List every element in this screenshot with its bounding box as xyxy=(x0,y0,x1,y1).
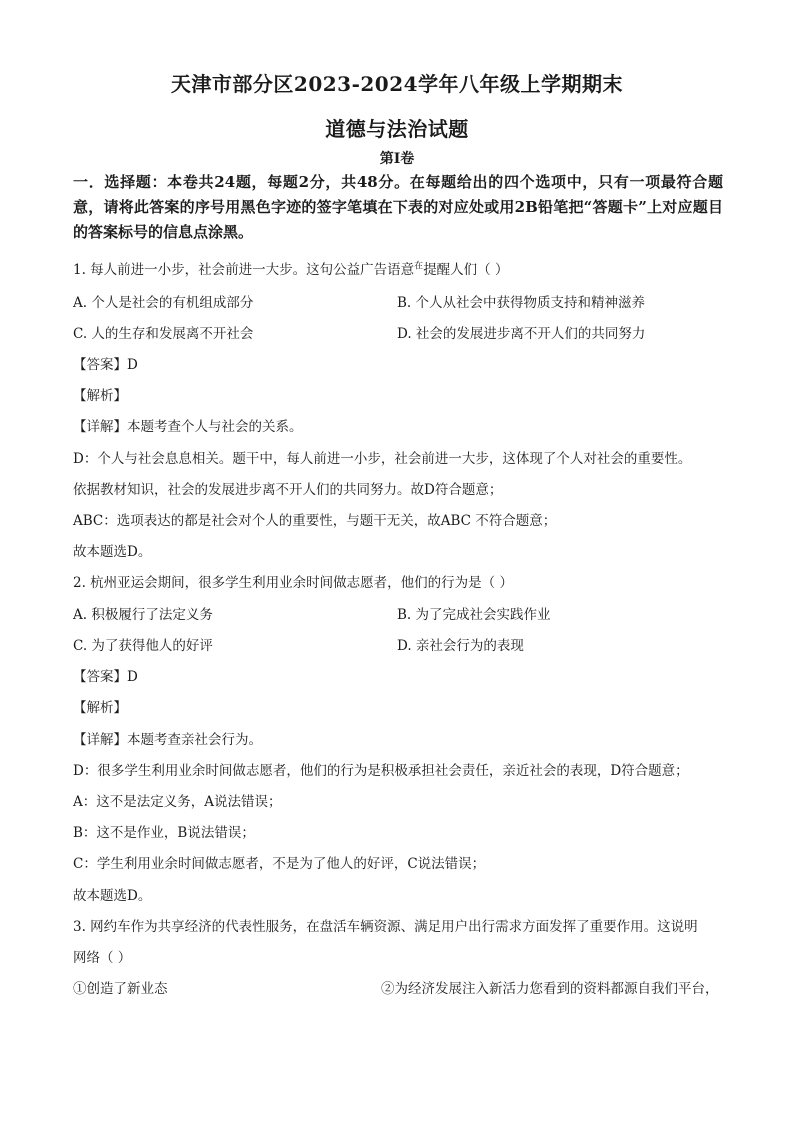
question-2-answer: 【答案】D xyxy=(73,669,138,685)
question-1-option-c: C. 人的生存和发展离不开社会 xyxy=(73,326,254,342)
question-1-explanation-2: 依据教材知识，社会的发展进步离不开人们的共同努力。故D符合题意； xyxy=(73,482,503,498)
question-2-detail: 【详解】本题考查亲社会行为。 xyxy=(73,732,262,748)
question-2-explanation-2: A：这不是法定义务，A说法错误； xyxy=(73,794,282,810)
question-1-conclusion: 故本题选D。 xyxy=(73,544,152,560)
question-1-option-d: D. 社会的发展进步离不开人们的共同努力 xyxy=(397,326,646,342)
question-2-explanation-3: B：这不是作业，B说法错误； xyxy=(73,825,255,841)
question-1-stem-end: 提醒人们（ ） xyxy=(423,262,509,278)
question-2-option-b: B. 为了完成社会实践作业 xyxy=(397,607,551,623)
question-1-option-a: A. 个人是社会的有机组成部分 xyxy=(73,295,254,311)
section-instructions: 一．选择题：本卷共24题，每题2分，共48分。在每题给出的四个选项中，只有一项最符合题意，请将此答案的序号用黑色字迹的签字笔填在下表的对应处或用2B铅笔把“答题卡”上对应题目的答案标号的信息点涂黑。 xyxy=(73,173,723,241)
question-2-explanation-1: D：很多学生利用业余时间做志愿者，他们的行为是积极承担社会责任，亲近社会的表现，D符合题意； xyxy=(73,763,689,779)
question-1-answer: 【答案】D xyxy=(73,357,138,373)
question-1-stem-text: 1. 每人前进一小步，社会前进一大步。这句公益广告语意 xyxy=(73,262,415,278)
section-title: 第I卷 xyxy=(379,151,415,167)
question-3-option-1: ①创造了新业态 xyxy=(73,981,168,997)
question-2-analysis-label: 【解析】 xyxy=(73,700,127,716)
exam-title: 天津市部分区2023-2024学年八年级上学期期末 xyxy=(170,72,624,96)
question-1-stem xyxy=(73,258,508,278)
question-1-analysis-label: 【解析】 xyxy=(73,388,127,404)
question-1-explanation-1: D：个人与社会息息相关。题干中，每人前进一小步，社会前进一大步，这体现了个人对社会的重要性。 xyxy=(73,451,692,467)
question-1-explanation-3: ABC：选项表达的都是社会对个人的重要性，与题干无关，故ABC 不符合题意； xyxy=(73,513,557,529)
question-1-detail: 【详解】本题考查个人与社会的关系。 xyxy=(73,419,303,435)
question-3-option-2: ②为经济发展注入新活力您看到的资料都源自我们平台， xyxy=(381,981,719,997)
question-3-stem-line-1: 3. 网约车作为共享经济的代表性服务，在盘活车辆资源、满足用户出行需求方面发挥了重要作用。这说明 xyxy=(73,919,698,935)
question-1-stem-sup: 在 xyxy=(414,261,424,272)
question-2-option-a: A. 积极履行了法定义务 xyxy=(73,607,213,623)
question-2-conclusion: 故本题选D。 xyxy=(73,888,152,904)
question-2-option-d: D. 亲社会行为的表现 xyxy=(397,638,524,654)
question-2-explanation-4: C：学生利用业余时间做志愿者，不是为了他人的好评，C说法错误； xyxy=(73,856,486,872)
question-1-option-b: B. 个人从社会中获得物质支持和精神滋养 xyxy=(397,295,646,311)
question-2-stem: 2. 杭州亚运会期间，很多学生利用业余时间做志愿者，他们的行为是（ ） xyxy=(73,575,513,591)
question-2-option-c: C. 为了获得他人的好评 xyxy=(73,638,213,654)
exam-subject-title: 道德与法治试题 xyxy=(325,117,469,141)
question-3-stem-line-2: 网络（ ） xyxy=(73,950,132,966)
